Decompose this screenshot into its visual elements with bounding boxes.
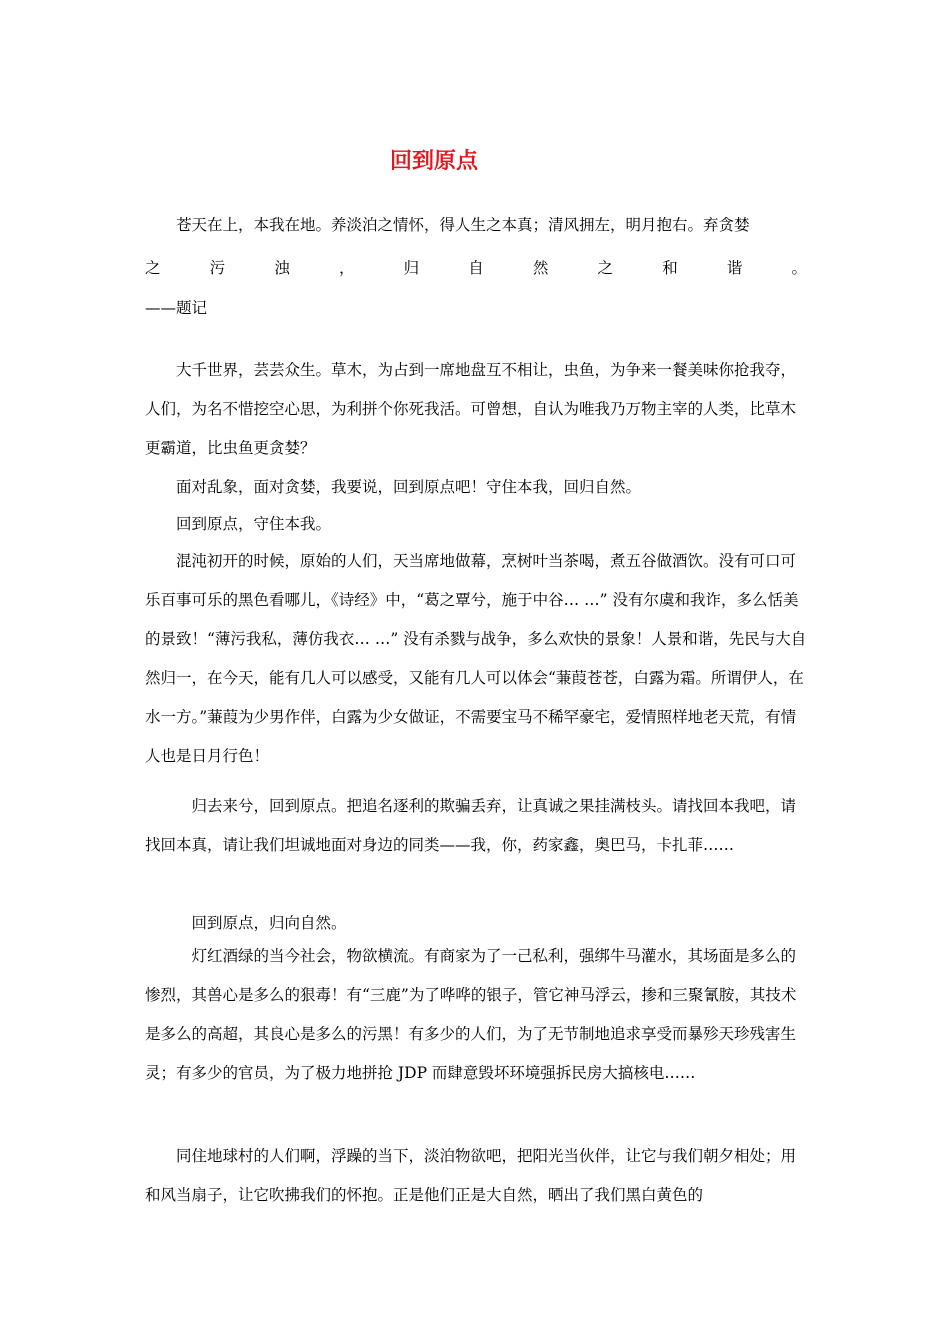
paragraph-text: 大千世界，芸芸众生。草木，为占到一席地盘互不相让，虫鱼，为争来一餐美味你抢我夺，人们，为名不惜挖空心思，为利拼个你死我活。可曾想，自认为唯我乃万物主宰的人类，比草木更霸道，比虫鱼更贪婪？ (145, 361, 797, 457)
epigraph-text-2: 之污浊，归自然之和谐。 (145, 259, 807, 277)
paragraph-5 (145, 787, 807, 865)
paragraph-3 (145, 506, 807, 543)
paragraph-2 (145, 469, 807, 506)
epigraph-text-3: ——题记 (145, 299, 208, 317)
paragraph-text: 混沌初开的时候，原始的人们，天当席地做幕，烹树叶当茶喝，煮五谷做酒饮。没有可口可乐百事可乐的黑色看哪儿，《诗经》中，“葛之覃兮，施于中谷… …” 没有尔虞和我诈，多么恬美的景致！“薄污我私，薄仿我衣… …” 没有杀戮与战争，多么欢快的景象！人景和谐，先民与大自然归一，在今天，能有几人可以感受，又能有几人可以体会“蒹葭苍苍，白露为霜。所谓伊人，在水一方。”蒹葭为少男作伴，白露为少女做证，不需要宝马不稀罕豪宅，爱情照样地老天荒，有情人也是日月行色！ (145, 552, 807, 765)
epigraph-line-1 (145, 206, 807, 245)
paragraph-1 (145, 351, 807, 468)
paragraph-8 (145, 1137, 807, 1215)
paragraph-text: 回到原点，归向自然。 (191, 914, 347, 932)
paragraph-text: 面对乱象，面对贪婪，我要说，回到原点吧！守住本我，回归自然。 (176, 478, 642, 496)
paragraph-4 (145, 542, 807, 776)
paragraph-text: 归去来兮，回到原点。把追名逐利的欺骗丢弃，让真诚之果挂满枝头。请找回本我吧，请找回本真，请让我们坦诚地面对身边的同类——我，你，药家鑫，奥巴马，卡扎菲…… (145, 797, 797, 854)
epigraph-line-2 (145, 249, 807, 288)
paragraph-text: 同住地球村的人们啊，浮躁的当下，淡泊物欲吧，把阳光当伙伴，让它与我们朝夕相处；用和风当扇子，让它吹拂我们的怀抱。正是他们正是大自然，晒出了我们黑白黄色的 (145, 1147, 797, 1204)
epigraph-text-1: 苍天在上，本我在地。养淡泊之情怀，得人生之本真；清风拥左，明月抱右。弃贪婪 (176, 216, 750, 234)
paragraph-text: 回到原点，守住本我。 (176, 515, 332, 533)
paragraph-text: 灯红酒绿的当今社会，物欲横流。有商家为了一己私利，强绑牛马灌水，其场面是多么的惨烈，其兽心是多么的狠毒！有“三鹿”为了哗哗的银子，管它神马浮云，掺和三聚氰胺，其技术是多么的高超，其良心是多么的污黑！有多少的人们，为了无节制地追求享受而暴殄天珍残害生灵；有多少的官员，为了极力地拼抢 JDP 而肆意毁坏环境强拆民房大搞核电…… (145, 947, 797, 1082)
epigraph-signature (145, 289, 807, 328)
paragraph-7 (145, 937, 807, 1093)
page-title: 回到原点 (389, 149, 478, 174)
